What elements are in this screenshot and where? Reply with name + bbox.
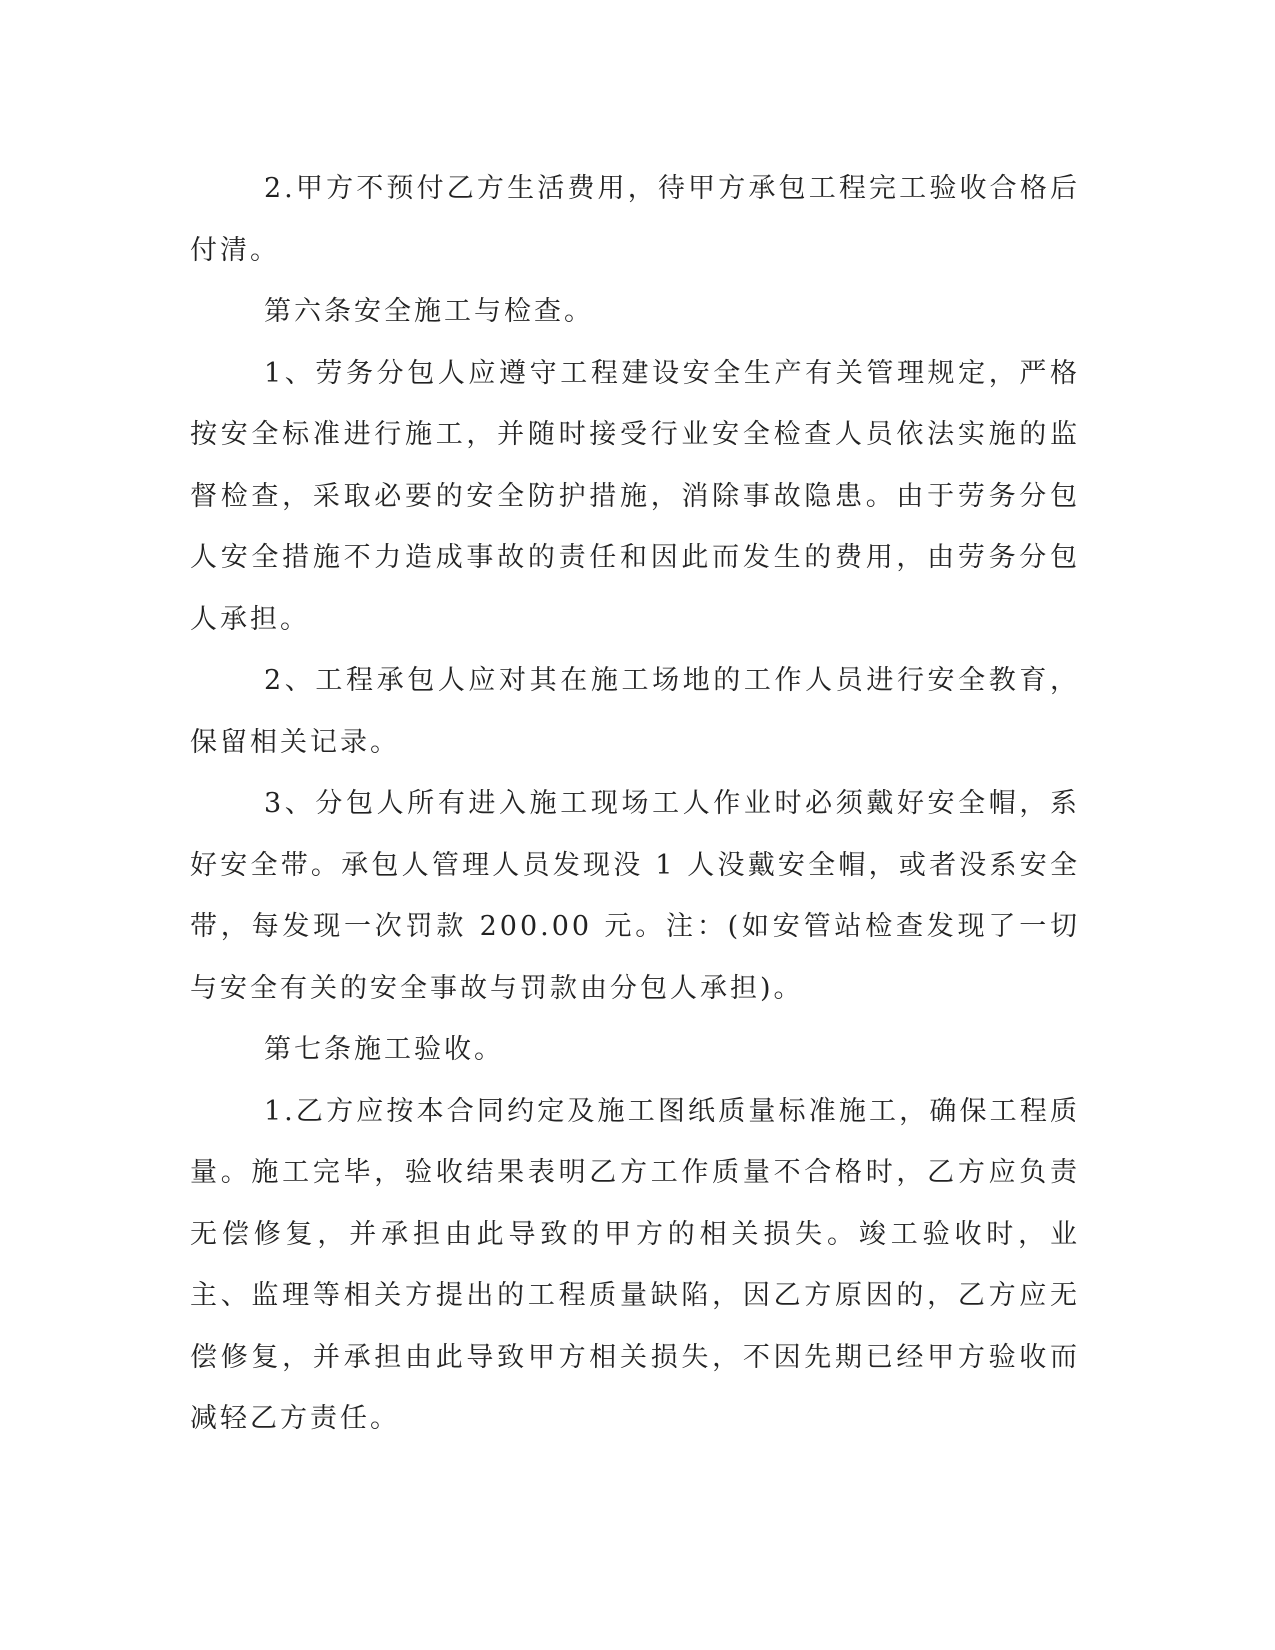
paragraph-safety-clause-3: 3、分包人所有进入施工现场工人作业时必须戴好安全帽，系好安全带。承包人管理人员发现没 1 人没戴安全帽，或者没系安全带，每发现一次罚款 200.00 元。注：(如安管站检查发现了一切与安全有关的安全事故与罚款由分包人承担)。 xyxy=(190,788,1080,1004)
paragraph-safety-clause-1: 1、劳务分包人应遵守工程建设安全生产有关管理规定，严格按安全标准进行施工，并随时接受行业安全检查人员依法实施的监督检查，采取必要的安全防护措施，消除事故隐患。由于劳务分包人安全措施不力造成事故的责任和因此而发生的费用，由劳务分包人承担。 xyxy=(190,357,1080,635)
paragraph-payment-clause: 2.甲方不预付乙方生活费用，待甲方承包工程完工验收合格后付清。 xyxy=(190,173,1080,266)
paragraph-safety-clause-2: 2、工程承包人应对其在施工场地的工作人员进行安全教育，保留相关记录。 xyxy=(190,665,1080,758)
document-body xyxy=(190,158,1080,1450)
paragraph-acceptance-clause-1: 1.乙方应按本合同约定及施工图纸质量标准施工，确保工程质量。施工完毕，验收结果表明乙方工作质量不合格时，乙方应负责无偿修复，并承担由此导致的甲方的相关损失。竣工验收时，业主、监理等相关方提出的工程质量缺陷，因乙方原因的，乙方应无偿修复，并承担由此导致甲方相关损失，不因先期已经甲方验收而减轻乙方责任。 xyxy=(190,1095,1080,1434)
section-heading-article-7: 第七条施工验收。 xyxy=(264,1034,504,1065)
section-heading-article-6: 第六条安全施工与检查。 xyxy=(264,296,594,327)
